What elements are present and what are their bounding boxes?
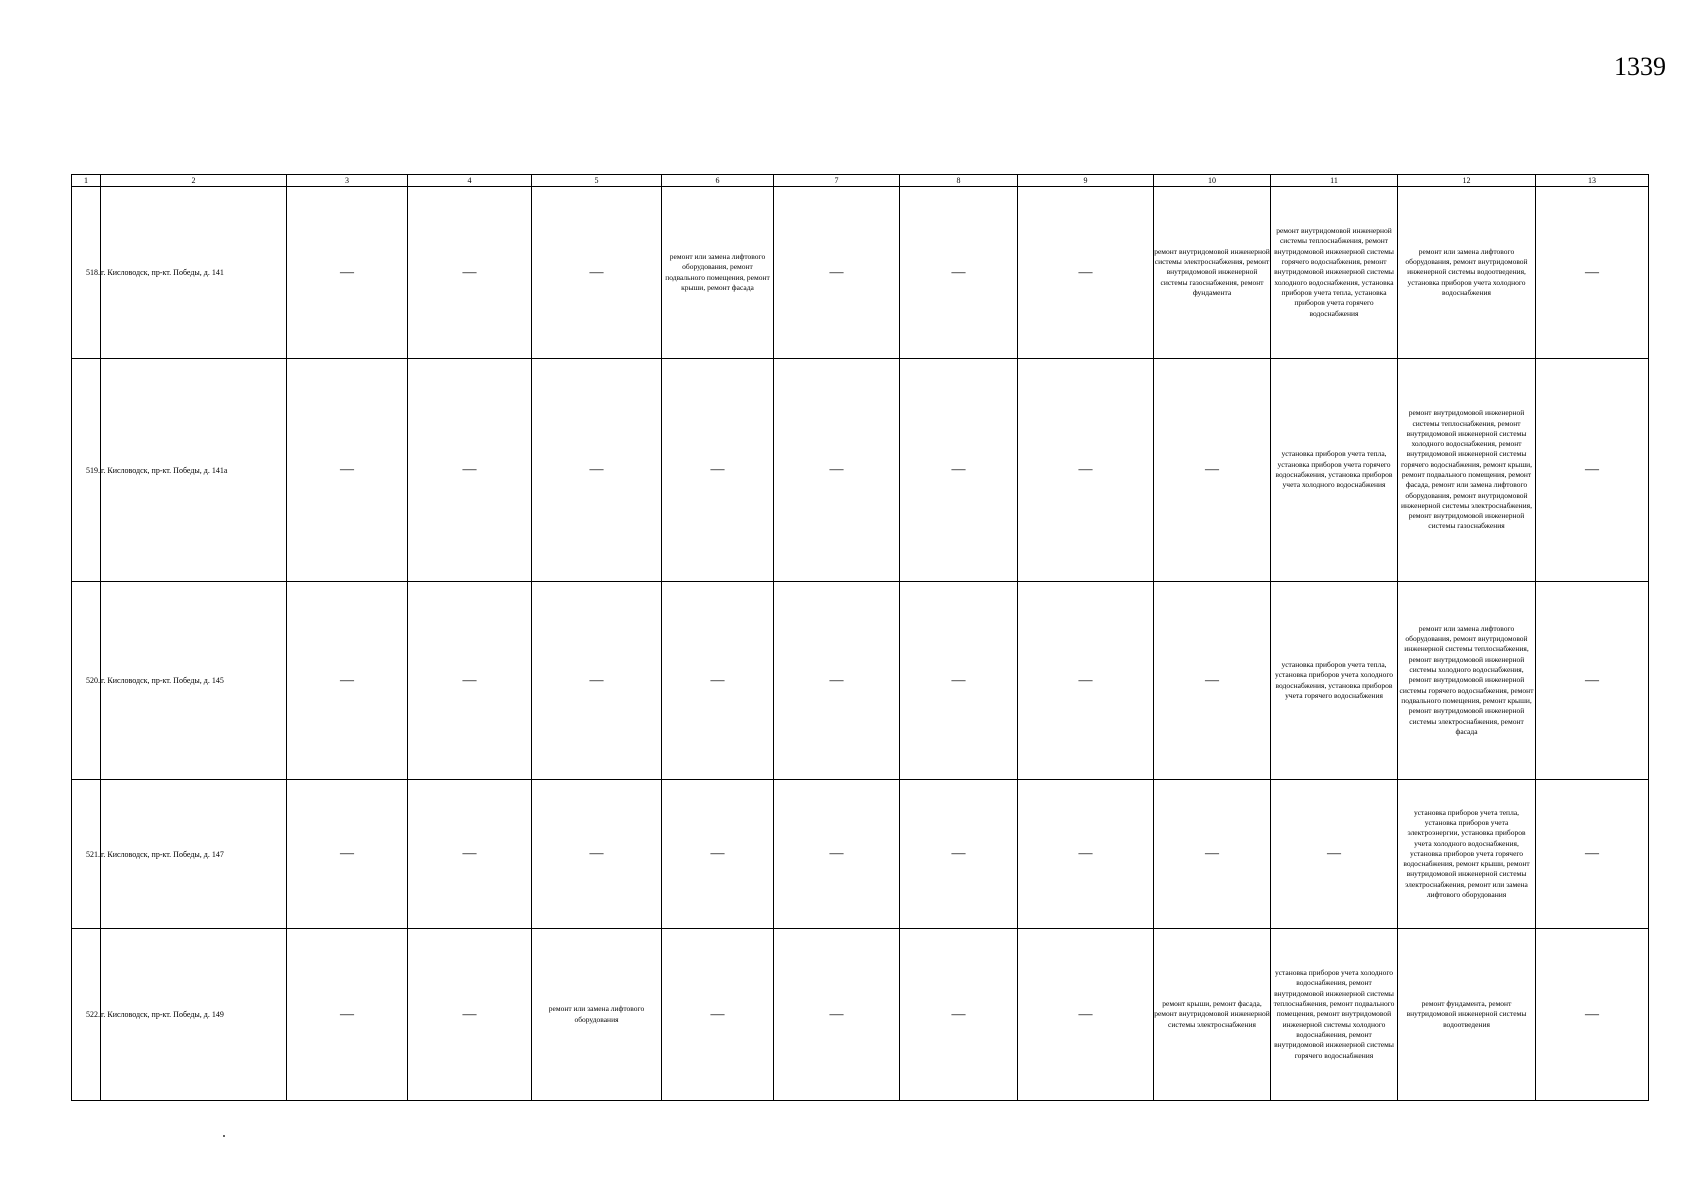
- column-header: 11: [1271, 175, 1398, 187]
- cell-col-9: —: [1018, 359, 1154, 582]
- cell-col-5: ремонт или замена лифтового оборудования: [532, 929, 662, 1101]
- cell-col-13: —: [1536, 359, 1649, 582]
- column-header: 6: [662, 175, 774, 187]
- row-address: г. Кисловодск, пр-кт. Победы, д. 147: [101, 780, 287, 929]
- column-header: 13: [1536, 175, 1649, 187]
- row-number: 522.: [72, 929, 101, 1101]
- row-address: г. Кисловодск, пр-кт. Победы, д. 141: [101, 187, 287, 359]
- row-number: 519.: [72, 359, 101, 582]
- cell-col-11: ремонт внутридомовой инженерной системы теплоснабжения, ремонт внутридомовой инженерной системы горячего водоснабжения, ремонт внутридомовой инженерной системы холодного водоснабжения, установка приборов учета тепла, установка приборов учета горячего водоснабжения: [1271, 187, 1398, 359]
- row-address: г. Кисловодск, пр-кт. Победы, д. 141а: [101, 359, 287, 582]
- cell-col-5: —: [532, 582, 662, 780]
- cell-col-3: —: [287, 780, 408, 929]
- column-header: 3: [287, 175, 408, 187]
- cell-col-8: —: [900, 780, 1018, 929]
- cell-col-12: установка приборов учета тепла, установка приборов учета электроэнергии, установка приборов учета холодного водоснабжения, установка приборов учета горячего водоснабжения, ремонт крыши, ремонт внутридомовой инженерной системы электроснабжения, ремонт или замена лифтового оборудования: [1398, 780, 1536, 929]
- cell-col-10: —: [1154, 359, 1271, 582]
- cell-col-9: —: [1018, 780, 1154, 929]
- repair-schedule-table: [71, 174, 1649, 1101]
- cell-col-12: ремонт или замена лифтового оборудования, ремонт внутридомовой инженерной системы теплоснабжения, ремонт внутридомовой инженерной системы холодного водоснабжения, ремонт внутридомовой инженерной системы горячего водоснабжения, ремонт подвального помещения, ремонт крыши, ремонт внутридомовой инженерной системы электроснабжения, ремонт фасада: [1398, 582, 1536, 780]
- cell-col-10: —: [1154, 780, 1271, 929]
- cell-col-9: —: [1018, 929, 1154, 1101]
- cell-col-4: —: [408, 929, 532, 1101]
- cell-col-6: ремонт или замена лифтового оборудования, ремонт подвального помещения, ремонт крыши, ремонт фасада: [662, 187, 774, 359]
- cell-col-6: —: [662, 359, 774, 582]
- cell-col-7: —: [774, 929, 900, 1101]
- cell-col-11: установка приборов учета холодного водоснабжения, ремонт внутридомовой инженерной системы теплоснабжения, ремонт подвального помещения, ремонт внутридомовой инженерной системы холодного водоснабжения, ремонт внутридомовой инженерной системы горячего водоснабжения: [1271, 929, 1398, 1101]
- cell-col-6: —: [662, 582, 774, 780]
- cell-col-7: —: [774, 582, 900, 780]
- table-row: [72, 780, 1649, 929]
- table-row: [72, 929, 1649, 1101]
- cell-col-10: ремонт крыши, ремонт фасада, ремонт внутридомовой инженерной системы электроснабжения: [1154, 929, 1271, 1101]
- cell-col-12: ремонт фундамента, ремонт внутридомовой инженерной системы водоотведения: [1398, 929, 1536, 1101]
- cell-col-4: —: [408, 187, 532, 359]
- column-header: 7: [774, 175, 900, 187]
- row-address: г. Кисловодск, пр-кт. Победы, д. 149: [101, 929, 287, 1101]
- cell-col-13: —: [1536, 582, 1649, 780]
- cell-col-13: —: [1536, 187, 1649, 359]
- cell-col-7: —: [774, 187, 900, 359]
- cell-col-4: —: [408, 582, 532, 780]
- cell-col-8: —: [900, 359, 1018, 582]
- cell-col-8: —: [900, 582, 1018, 780]
- cell-col-9: —: [1018, 187, 1154, 359]
- scan-speck: [223, 1135, 225, 1137]
- cell-col-11: установка приборов учета тепла, установка приборов учета холодного водоснабжения, установка приборов учета горячего водоснабжения: [1271, 582, 1398, 780]
- cell-col-6: —: [662, 780, 774, 929]
- cell-col-8: —: [900, 929, 1018, 1101]
- table-row: [72, 187, 1649, 359]
- cell-col-3: —: [287, 187, 408, 359]
- cell-col-7: —: [774, 780, 900, 929]
- cell-col-11: —: [1271, 780, 1398, 929]
- cell-col-5: —: [532, 780, 662, 929]
- cell-col-8: —: [900, 187, 1018, 359]
- column-header: 9: [1018, 175, 1154, 187]
- column-header: 12: [1398, 175, 1536, 187]
- cell-col-13: —: [1536, 780, 1649, 929]
- cell-col-7: —: [774, 359, 900, 582]
- table-row: [72, 582, 1649, 780]
- cell-col-4: —: [408, 780, 532, 929]
- cell-col-6: —: [662, 929, 774, 1101]
- column-header: 2: [101, 175, 287, 187]
- cell-col-13: —: [1536, 929, 1649, 1101]
- cell-col-11: установка приборов учета тепла, установка приборов учета горячего водоснабжения, установка приборов учета холодного водоснабжения: [1271, 359, 1398, 582]
- cell-col-10: ремонт внутридомовой инженерной системы электроснабжения, ремонт внутридомовой инженерной системы газоснабжения, ремонт фундамента: [1154, 187, 1271, 359]
- cell-col-3: —: [287, 929, 408, 1101]
- cell-col-12: ремонт или замена лифтового оборудования, ремонт внутридомовой инженерной системы водоотведения, установка приборов учета холодного водоснабжения: [1398, 187, 1536, 359]
- cell-col-10: —: [1154, 582, 1271, 780]
- column-header: 8: [900, 175, 1018, 187]
- page-number: 1339: [1614, 52, 1666, 81]
- column-header: 5: [532, 175, 662, 187]
- cell-col-12: ремонт внутридомовой инженерной системы теплоснабжения, ремонт внутридомовой инженерной системы холодного водоснабжения, ремонт внутридомовой инженерной системы горячего водоснабжения, ремонт крыши, ремонт подвального помещения, ремонт фасада, ремонт или замена лифтового оборудования, ремонт внутридомовой инженерной системы электроснабжения, ремонт внутридомовой инженерной системы газоснабжения: [1398, 359, 1536, 582]
- column-header: 1: [72, 175, 101, 187]
- row-address: г. Кисловодск, пр-кт. Победы, д. 145: [101, 582, 287, 780]
- row-number: 521.: [72, 780, 101, 929]
- column-header: 4: [408, 175, 532, 187]
- row-number: 520.: [72, 582, 101, 780]
- cell-col-9: —: [1018, 582, 1154, 780]
- cell-col-3: —: [287, 582, 408, 780]
- cell-col-4: —: [408, 359, 532, 582]
- row-number: 518.: [72, 187, 101, 359]
- table-row: [72, 359, 1649, 582]
- cell-col-5: —: [532, 359, 662, 582]
- column-number-row: [72, 175, 1649, 187]
- cell-col-3: —: [287, 359, 408, 582]
- column-header: 10: [1154, 175, 1271, 187]
- cell-col-5: —: [532, 187, 662, 359]
